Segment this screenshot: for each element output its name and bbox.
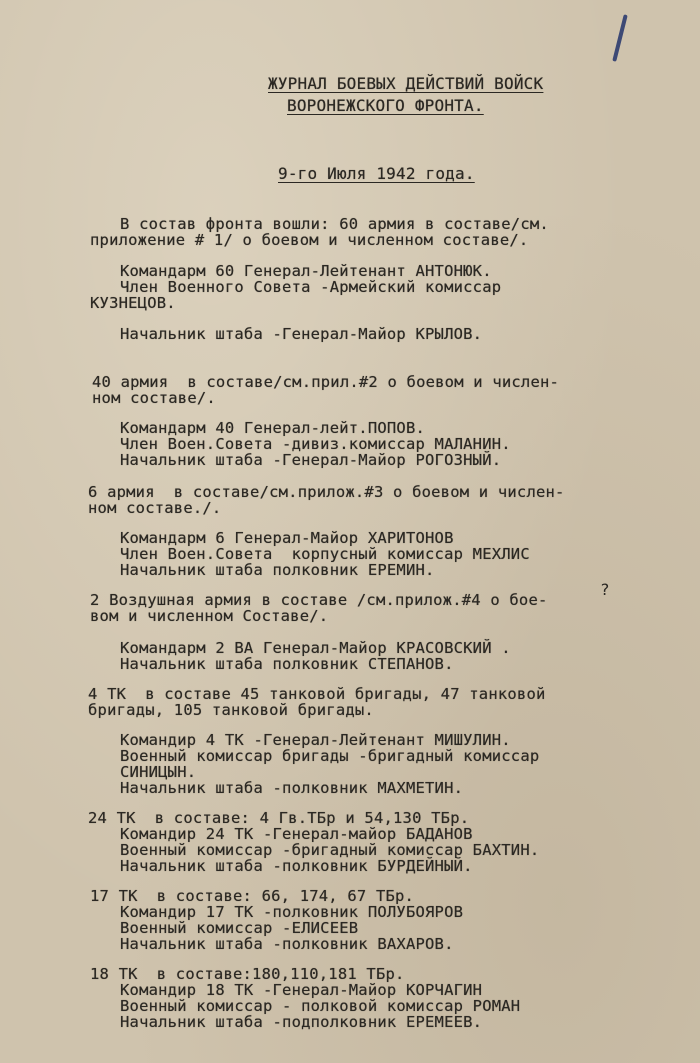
army60-commander: Командарм 60 Генерал-Лейтенант АНТОНЮК. [120, 262, 492, 280]
tk24-head: 24 ТК в составе: 4 Гв.ТБр и 54,130 ТБр. [88, 809, 470, 827]
tk4-chief: Начальник штаба -полковник МАХМЕТИН. [120, 779, 464, 797]
army6-head-1: 6 армия в составе/см.прилож.#3 о боевом и числен- [88, 483, 565, 501]
tk18-chief: Начальник штаба -подполковник ЕРЕМЕЕВ. [120, 1013, 483, 1031]
tk18-commissar: Военный комиссар - полковой комиссар РОМАН [120, 997, 521, 1015]
tk24-chief: Начальник штаба -полковник БУРДЕЙНЫЙ. [120, 857, 473, 875]
tk4-commander: Командир 4 ТК -Генерал-Лейтенант МИШУЛИН. [120, 731, 511, 749]
army40-head-1: 40 армия в составе/см.прил.#2 о боевом и числен- [92, 373, 560, 391]
tk4-commissar-name: СИНИЦЫН. [120, 763, 197, 781]
air2-commander: Командарм 2 ВА Генерал-Майор КРАСОВСКИЙ . [120, 639, 511, 657]
air2-head-1: 2 Воздушная армия в составе /см.прилож.#4 о бое- [90, 591, 548, 609]
air2-head-2: вом и численном Составе/. [90, 607, 329, 625]
tk17-head: 17 ТК в составе: 66, 174, 67 ТБр. [90, 887, 415, 905]
intro-line-2: приложение # 1/ о боевом и численном составе/. [90, 231, 529, 249]
intro-line-1: В состав фронта вошли: 60 армия в составе/см. [120, 215, 549, 233]
army40-council: Член Воен.Совета -дивиз.комиссар МАЛАНИН. [120, 435, 511, 453]
tk17-commander: Командир 17 ТК -полковник ПОЛУБОЯРОВ [120, 903, 464, 921]
army40-commander: Командарм 40 Генерал-лейт.ПОПОВ. [120, 419, 426, 437]
tk24-commissar: Военный комиссар -бригадный комиссар БАХТИН. [120, 841, 540, 859]
pen-mark [612, 14, 627, 62]
tk4-commissar: Военный комиссар бригады -бригадный комиссар [120, 747, 540, 765]
army6-head-2: ном составе./. [88, 499, 222, 517]
army6-chief: Начальник штаба полковник ЕРЕМИН. [120, 561, 435, 579]
army60-council-name: КУЗНЕЦОВ. [90, 294, 176, 312]
title-line-2: ВОРОНЕЖСКОГО ФРОНТА. [287, 96, 484, 115]
tk4-head-1: 4 ТК в составе 45 танковой бригады, 47 танковой [88, 685, 546, 703]
margin-question-mark: ? [600, 580, 610, 599]
army40-head-2: ном составе/. [92, 389, 216, 407]
title-line-1: ЖУРНАЛ БОЕВЫХ ДЕЙСТВИЙ ВОЙСК [268, 74, 544, 93]
tk18-commander: Командир 18 ТК -Генерал-Майор КОРЧАГИН [120, 981, 483, 999]
army6-commander: Командарм 6 Генерал-Майор ХАРИТОНОВ [120, 529, 454, 547]
tk17-commissar: Военный комиссар -ЕЛИСЕЕВ [120, 919, 359, 937]
tk18-head: 18 ТК в составе:180,110,181 ТБр. [90, 965, 405, 983]
army60-chief: Начальник штаба -Генерал-Майор КРЫЛОВ. [120, 325, 483, 343]
tk17-chief: Начальник штаба -полковник ВАХАРОВ. [120, 935, 454, 953]
date-line: 9-го Июля 1942 года. [278, 164, 475, 183]
army60-council: Член Военного Совета -Армейский комиссар [120, 278, 502, 296]
tk24-commander: Командир 24 ТК -Генерал-майор БАДАНОВ [120, 825, 473, 843]
tk4-head-2: бригады, 105 танковой бригады. [88, 701, 374, 719]
air2-chief: Начальник штаба полковник СТЕПАНОВ. [120, 655, 454, 673]
army40-chief: Начальник штаба -Генерал-Майор РОГОЗНЫЙ. [120, 451, 502, 469]
army6-council: Член Воен.Совета корпусный комиссар МЕХЛИС [120, 545, 530, 563]
